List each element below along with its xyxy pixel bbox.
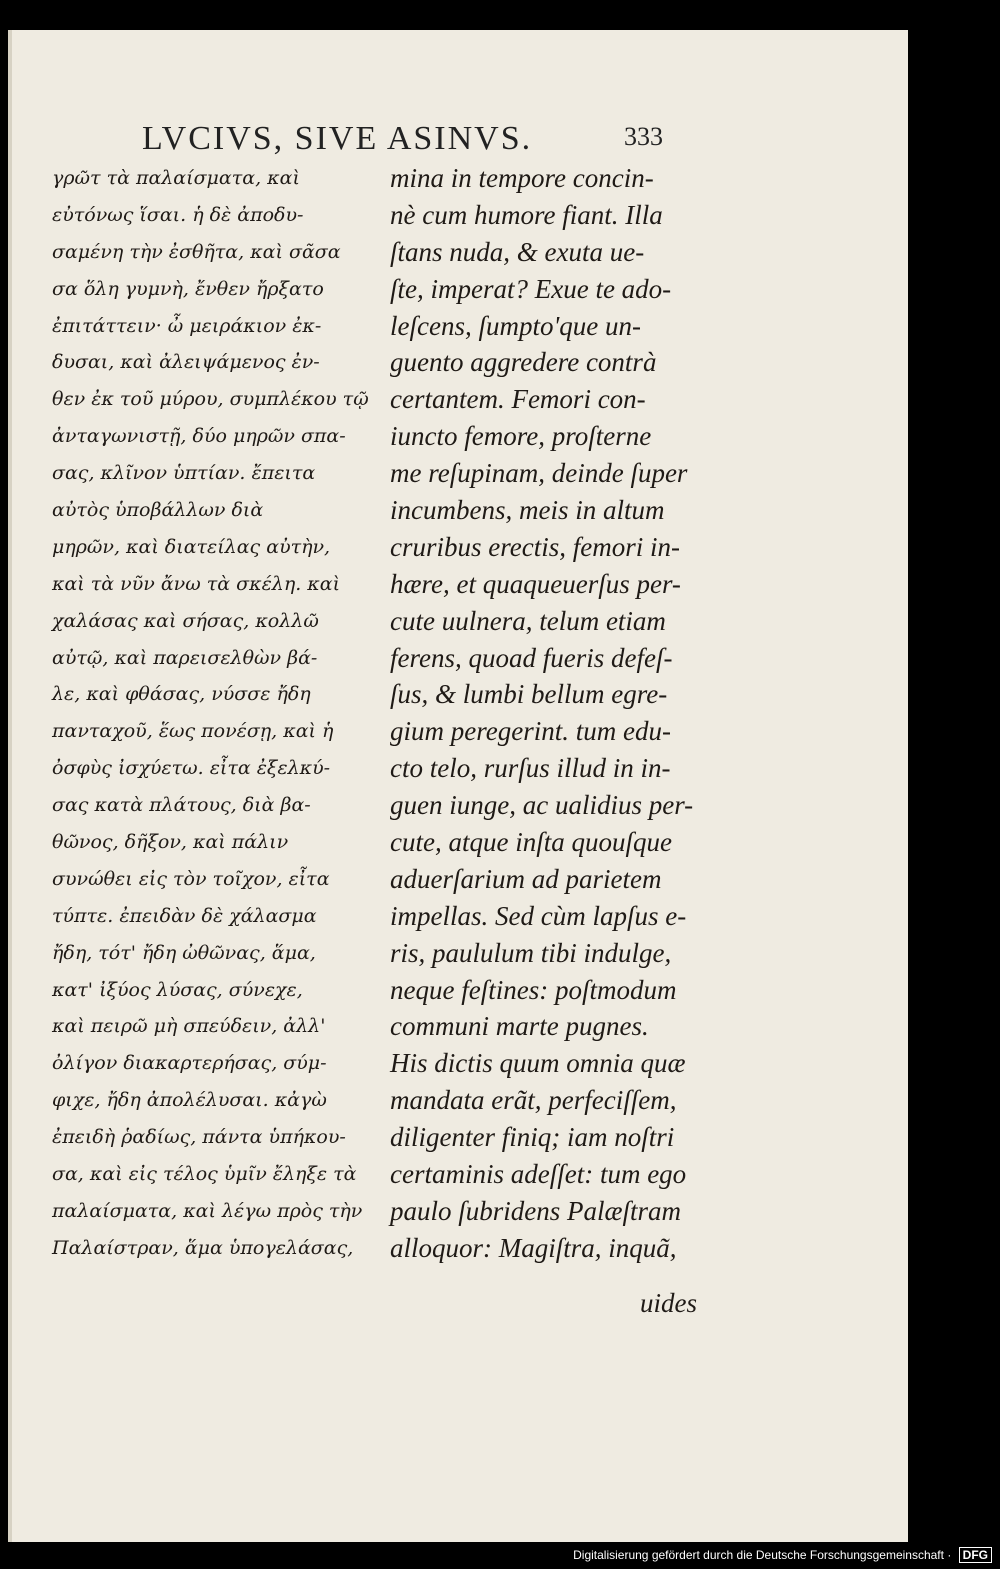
greek-text-line: αὐτῷ, καὶ παρεισελθὼν βά-	[52, 646, 318, 669]
greek-text-line: καὶ τὰ νῦν ἄνω τὰ σκέλη. καὶ	[52, 572, 341, 595]
greek-text-line: Παλαίστραν, ἅμα ὑπογελάσας,	[52, 1236, 354, 1259]
greek-text-line: παλαίσματα, καὶ λέγω πρὸς τὴν	[52, 1199, 363, 1222]
greek-text-line: σας, κλῖνον ὑπτίαν. ἔπειτα	[52, 462, 316, 485]
greek-text-line: ὀσφὺς ἰσχύετω. εἶτα ἐξελκύ-	[52, 757, 331, 780]
greek-text-line: ἀνταγωνιστῇ, δύο μηρῶν σπα-	[52, 425, 346, 448]
latin-text-line: His dictis quum omnia quæ	[390, 1048, 686, 1079]
greek-text-column	[52, 160, 392, 1267]
latin-text-line: ferens, quoad fueris defeſ-	[390, 642, 673, 673]
running-head: LVCIVS, SIVE ASINVS.	[142, 120, 533, 157]
greek-text-line: κατ' ἰξύος λύσας, σύνεχε,	[52, 978, 303, 1001]
latin-text-line: cto telo, rurſus illud in in-	[390, 753, 671, 784]
latin-text-line: paulo ſubridens Palæſtram	[390, 1195, 682, 1226]
latin-text-line: cruribus erectis, femori in-	[390, 531, 680, 562]
dfg-logo: DFG	[959, 1547, 992, 1563]
latin-text-line: ſus, & lumbi bellum egre-	[390, 679, 668, 710]
latin-text-line: neque feſtines: poſtmodum	[390, 974, 677, 1005]
latin-text-line: cute uulnera, telum etiam	[390, 605, 666, 636]
latin-text-line: certaminis adeſſet: tum ego	[390, 1159, 687, 1190]
greek-text-line: ἐπιτάττειν· ὦ μειράκιον ἐκ-	[52, 314, 322, 337]
latin-text-line: hære, et quaqueuerſus per-	[390, 568, 681, 599]
latin-text-line: me reſupinam, deinde ſuper	[390, 458, 688, 489]
book-page	[8, 30, 908, 1542]
latin-text-line: nè cum humore fiant. Illa	[390, 199, 663, 230]
latin-text-line: ris, paululum tibi indulge,	[390, 937, 672, 968]
greek-text-line: σα ὅλη γυμνὴ, ἔνθεν ἤρξατο	[52, 277, 324, 300]
greek-text-line: λε, καὶ φθάσας, νύσσε ἤδη	[52, 683, 311, 706]
latin-text-line: alloquor: Magiſtra, inquã,	[390, 1232, 677, 1263]
greek-text-line: εὐτόνως ἵσαι. ἡ δὲ ἀποδυ-	[52, 203, 304, 226]
greek-text-line: συνώθει εἰς τὸν τοῖχον, εἶτα	[52, 867, 330, 890]
greek-text-line: σα, καὶ εἰς τέλος ὑμῖν ἔληξε τὰ	[52, 1163, 357, 1186]
latin-text-line: guento aggredere contrà	[390, 347, 657, 378]
greek-text-line: ἐπειδὴ ῥαδίως, πάντα ὑπήκου-	[52, 1126, 346, 1149]
greek-text-line: μηρῶν, καὶ διατείλας αὐτὴν,	[52, 535, 331, 558]
greek-text-line: ὀλίγον διακαρτερήσας, σύμ-	[52, 1052, 327, 1075]
page-number: 333	[624, 122, 663, 151]
latin-text-line: diligenter finiq; iam noſtri	[390, 1122, 675, 1153]
latin-text-line: gium peregerint. tum edu-	[390, 716, 671, 747]
latin-text-line: incumbens, meis in altum	[390, 495, 665, 526]
catchword: uides	[640, 1288, 697, 1318]
latin-text-line: certantem. Femori con-	[390, 384, 646, 415]
latin-text-column	[390, 160, 720, 1267]
latin-text-line: cute, atque inſta quouſque	[390, 827, 672, 858]
greek-text-line: σαμένη τὴν ἐσθῆτα, καὶ σᾶσα	[52, 240, 341, 263]
greek-text-line: δυσαι, καὶ ἀλειψάμενος ἐν-	[52, 351, 320, 374]
greek-text-line: αὐτὸς ὑποβάλλων διὰ	[52, 499, 264, 522]
greek-text-line: θῶνος, δῆξον, καὶ πάλιν	[52, 831, 289, 854]
greek-text-line: σας κατὰ πλάτους, διὰ βα-	[52, 794, 311, 817]
latin-text-line: mandata erãt, perfeciſſem,	[390, 1085, 677, 1116]
greek-text-line: φιχε, ἤδη ἀπολέλυσαι. κἀγὼ	[52, 1089, 327, 1112]
greek-text-line: τύπτε. ἐπειδὰν δὲ χάλασμα	[52, 904, 317, 927]
latin-text-line: leſcens, ſumpto'que un-	[390, 310, 641, 341]
latin-text-line: mina in tempore concin-	[390, 163, 654, 193]
latin-text-line: ſtans nuda, & exuta ue-	[390, 236, 645, 267]
latin-text-line: iuncto femore, proſterne	[390, 421, 652, 452]
latin-text-line: communi marte pugnes.	[390, 1011, 649, 1042]
greek-text-line: χαλάσας καὶ σήσας, κολλῶ	[52, 609, 319, 632]
footer-credit-bar: Digitalisierung gefördert durch die Deutsche Forschungsgemeinschaft · DFG	[0, 1541, 1000, 1569]
latin-text-line: impellas. Sed cùm lapſus e-	[390, 900, 687, 931]
greek-text-line: γρῶτ τὰ παλαίσματα, καὶ	[52, 167, 300, 189]
greek-text-line: ἤδη, τότ' ἤδη ὠθῶνας, ἅμα,	[52, 941, 316, 964]
greek-text-line: καὶ πειρῶ μὴ σπεύδειν, ἀλλ'	[52, 1015, 326, 1038]
greek-text-line: πανταχοῦ, ἕως πονέσῃ, καὶ ἡ	[52, 720, 334, 743]
latin-text-line: guen iunge, ac ualidius per-	[390, 790, 694, 821]
latin-text-line: ſte, imperat? Exue te ado-	[390, 273, 672, 304]
greek-text-line: θεν ἐκ τοῦ μύρου, συμπλέκου τῷ	[52, 388, 369, 411]
latin-text-line: aduerſarium ad parietem	[390, 863, 662, 894]
footer-credit: Digitalisierung gefördert durch die Deutsche Forschungsgemeinschaft	[573, 1548, 944, 1562]
